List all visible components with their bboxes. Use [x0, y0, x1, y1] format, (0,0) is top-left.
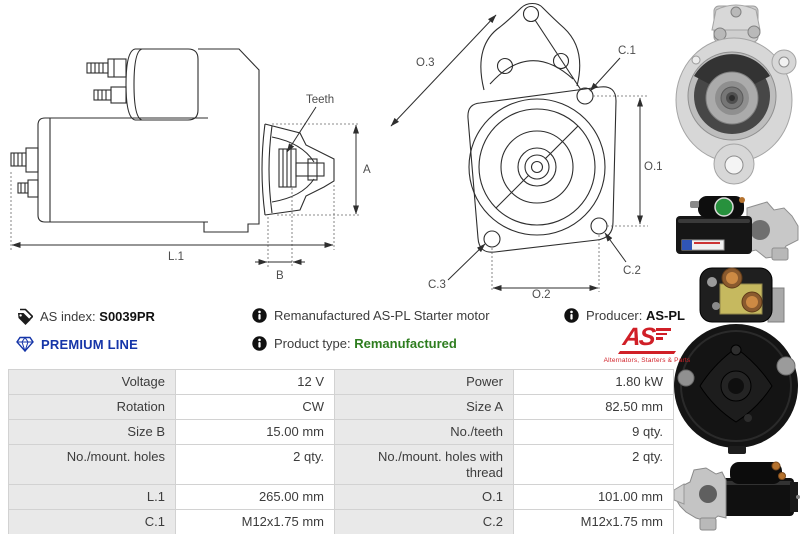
product-type-text: Product type: Remanufactured — [274, 336, 457, 351]
product-info-strip — [0, 302, 691, 368]
photo-front-view[interactable] — [672, 4, 800, 188]
spec-value: 265.00 mm — [176, 485, 335, 510]
table-row — [9, 370, 674, 395]
producer-text: Producer: AS-PL — [586, 308, 685, 323]
dim-label-b: B — [276, 270, 284, 282]
spec-label: Size B — [9, 420, 176, 445]
dim-label-l1: L.1 — [168, 251, 184, 263]
spec-label: O.1 — [335, 485, 514, 510]
spec-value: 12 V — [176, 370, 335, 395]
spec-label: No./mount. holes with thread — [335, 445, 514, 485]
photo-side-view-left[interactable] — [672, 458, 800, 534]
tag-icon — [16, 308, 33, 325]
spec-label: No./mount. holes — [9, 445, 176, 485]
photo-side-view-right[interactable] — [672, 190, 800, 266]
starter-side-outline — [11, 49, 334, 232]
spec-value: 2 qty. — [176, 445, 335, 485]
spec-label: Power — [335, 370, 514, 395]
diamond-icon — [16, 336, 34, 352]
spec-label: C.1 — [9, 510, 176, 534]
spec-value: CW — [176, 395, 335, 420]
product-type — [252, 336, 457, 351]
producer — [564, 308, 685, 323]
side-view-technical-drawing — [2, 2, 380, 298]
spec-value: 2 qty. — [514, 445, 674, 485]
dim-label-o1: O.1 — [644, 161, 663, 173]
spec-label: No./teeth — [335, 420, 514, 445]
dim-label-teeth: Teeth — [306, 94, 335, 106]
spec-table — [8, 369, 674, 534]
info-icon — [252, 308, 267, 323]
spec-value: M12x1.75 mm — [176, 510, 335, 534]
spec-label: L.1 — [9, 485, 176, 510]
spec-label: Rotation — [9, 395, 176, 420]
logo-underline — [618, 351, 676, 354]
info-icon — [252, 336, 267, 351]
as-index-text: AS index: S0039PR — [40, 309, 155, 324]
premium-line-badge — [16, 336, 138, 352]
dimension-lines — [12, 107, 356, 262]
dim-label-a: A — [363, 164, 371, 176]
premium-line-label: PREMIUM LINE — [41, 336, 139, 352]
spec-label: C.2 — [335, 510, 514, 534]
logo-tagline: Alternators, Starters & Parts — [603, 357, 691, 364]
spec-value: 1.80 kW — [514, 370, 674, 395]
spec-value: M12x1.75 mm — [514, 510, 674, 534]
spec-value: 9 qty. — [514, 420, 674, 445]
dim-label-c1: C.1 — [618, 45, 636, 57]
logo-stripes — [656, 328, 671, 342]
product-description — [252, 308, 490, 323]
as-index-value: S0039PR — [99, 309, 155, 324]
description-text: Remanufactured AS-PL Starter motor — [274, 308, 490, 323]
dim-label-o2: O.2 — [532, 289, 551, 300]
spec-label: Voltage — [9, 370, 176, 395]
product-photo-column — [672, 0, 800, 534]
table-row — [9, 395, 674, 420]
table-row — [9, 420, 674, 445]
spec-label: Size A — [335, 395, 514, 420]
dim-label-o3: O.3 — [416, 57, 435, 69]
table-row — [9, 510, 674, 534]
producer-value: AS-PL — [646, 308, 685, 323]
info-icon — [564, 308, 579, 323]
as-index — [16, 308, 155, 325]
dim-label-c3: C.3 — [428, 279, 446, 291]
spec-value: 82.50 mm — [514, 395, 674, 420]
dimension-guides — [492, 96, 648, 292]
front-view-technical-drawing — [380, 0, 672, 300]
table-row — [9, 445, 674, 485]
product-type-value: Remanufactured — [354, 336, 457, 351]
logo-text: AS — [621, 323, 656, 351]
dim-label-c2: C.2 — [623, 265, 641, 277]
spec-value: 15.00 mm — [176, 420, 335, 445]
starter-front-outline — [468, 4, 616, 253]
as-pl-logo — [600, 323, 694, 364]
spec-value: 101.00 mm — [514, 485, 674, 510]
table-row — [9, 485, 674, 510]
